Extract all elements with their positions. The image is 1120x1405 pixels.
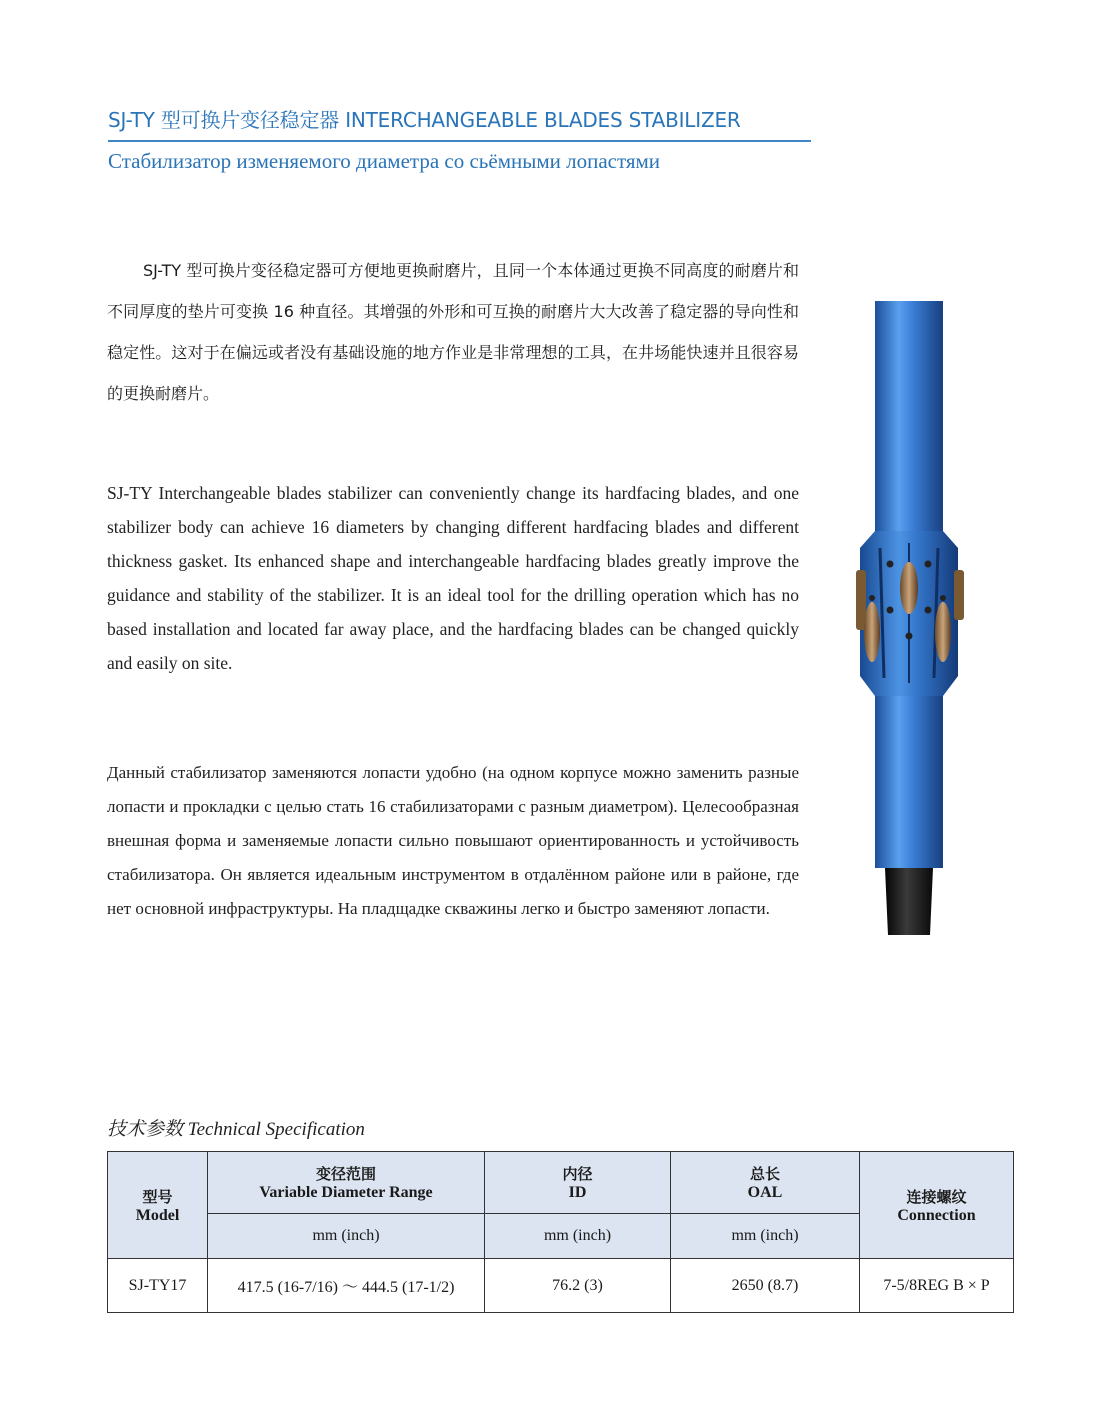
col-model-header: 型号 Model (108, 1152, 208, 1259)
col-id-header: 内径 ID (485, 1152, 671, 1214)
col-oal-header: 总长 OAL (671, 1152, 860, 1214)
cell-range: 417.5 (16-7/16) ～ 444.5 (17-1/2) (208, 1259, 485, 1313)
description-zh: SJ-TY 型可换片变径稳定器可方便地更换耐磨片，且同一个本体通过更换不同高度的耐磨片和不同厚度的垫片可变换 16 种直径。其增强的外形和可互换的耐磨片大大改善了稳定器的导向性和稳定性。这对于在偏远或者没有基础设施的地方作业是非常理想的工具，在井场能快速并且很容易的更换耐磨片。 (107, 261, 799, 403)
range-unit: mm (inch) (208, 1214, 485, 1259)
page-subtitle-ru: Стабилизатор изменяемого диаметра со сьёмными лопастями (108, 149, 661, 173)
id-unit: mm (inch) (485, 1214, 671, 1259)
description-en: SJ-TY Interchangeable blades stabilizer can conveniently change its hardfacing blades, and one stabilizer body can achieve 16 diameters by changing different hardfacing blades and different thickness gasket. Its enhanced shape and interchangeable hardfacing blades greatly improve the guidance and stability of the stabilizer. It is an ideal tool for the drilling operation which has no based installation and located far away place, and the hardfacing blades can be changed quickly and easily on site. (107, 483, 799, 673)
cell-oal: 2650 (8.7) (671, 1259, 860, 1313)
page-title: SJ-TY 型可换片变径稳定器 INTERCHANGEABLE BLADES STABILIZER (108, 104, 811, 142)
description-ru: Данный стабилизатор заменяются лопасти удобно (на одном корпусе можно заменить разные лопасти и прокладки с целью стать 16 стабилизаторами с разным диаметром). Целесообразная внешная форма и заменяемые лопасти сильно повышают ориентированность и устойчивость стабилизатора. Он является идеальным инструментом в отдалённом районе или в районе, где нет основной инфраструктуры. На пладщадке скважины легко и быстро заменяют лопасти. (107, 763, 799, 918)
cell-connection: 7-5/8REG B × P (860, 1259, 1014, 1313)
page-header (108, 104, 811, 174)
oal-unit: mm (inch) (671, 1214, 860, 1259)
col-connection-header: 连接螺纹 Connection (860, 1152, 1014, 1259)
cell-model: SJ-TY17 (108, 1259, 208, 1313)
spec-title: 技术参数 Technical Specification (107, 1119, 365, 1140)
cell-id: 76.2 (3) (485, 1259, 671, 1313)
stabilizer-image (850, 298, 972, 938)
col-range-header: 变径范围 Variable Diameter Range (208, 1152, 485, 1214)
table-row (108, 1259, 1014, 1313)
spec-table (107, 1151, 1014, 1313)
